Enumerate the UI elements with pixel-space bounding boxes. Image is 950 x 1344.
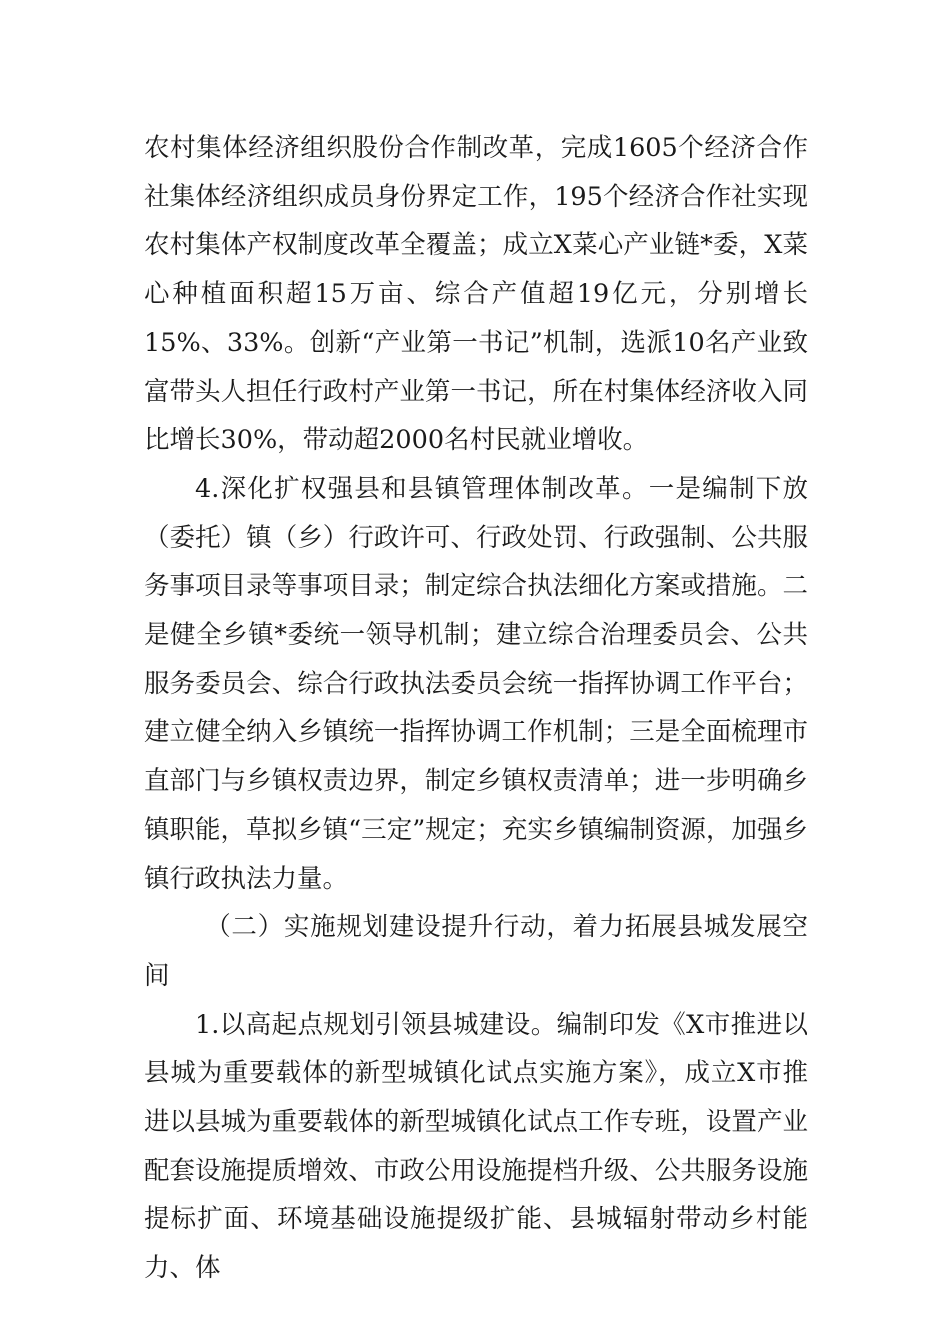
paragraph-county-town-management-reform: 4.深化扩权强县和县镇管理体制改革。一是编制下放（委托）镇（乡）行政许可、行政处罚、行政强制、公共服务事项目录等事项目录；制定综合执法细化方案或措施。二是健全乡镇*委统一领导机制；建立综合治理委员会、公共服务委员会、综合行政执法委员会统一指挥协调工作平台；建立健全纳入乡镇统一指挥协调工作机制；三是全面梳理市直部门与乡镇权责边界，制定乡镇权责清单；进一步明确乡镇职能，草拟乡镇“三定”规定；充实乡镇编制资源，加强乡镇行政执法力量。 — [144, 473, 808, 894]
section-heading-planning-construction: （二）实施规划建设提升行动，着力拓展县城发展空间 — [144, 912, 808, 991]
paragraph-high-start-planning: 1.以高起点规划引领县城建设。编制印发《X市推进以县城为重要载体的新型城镇化试点实施方案》，成立X市推进以县城为重要载体的新型城镇化试点工作专班，设置产业配套设施提质增效、市政公用设施提档升级、公共服务设施提标扩面、环境基础设施提级扩能、县城辐射带动乡村能力、体 — [144, 1009, 808, 1284]
document-body — [144, 124, 808, 1293]
paragraph-collective-economy-reform: 农村集体经济组织股份合作制改革，完成1605个经济合作社集体经济组织成员身份界定工作，195个经济合作社实现农村集体产权制度改革全覆盖；成立X菜心产业链*委，X菜心种植面积超15万亩、综合产值超19亿元，分别增长15%、33%。创新“产业第一书记”机制，选派10名产业致富带头人担任行政村产业第一书记，所在村集体经济收入同比增长30%，带动超2000名村民就业增收。 — [144, 133, 808, 456]
